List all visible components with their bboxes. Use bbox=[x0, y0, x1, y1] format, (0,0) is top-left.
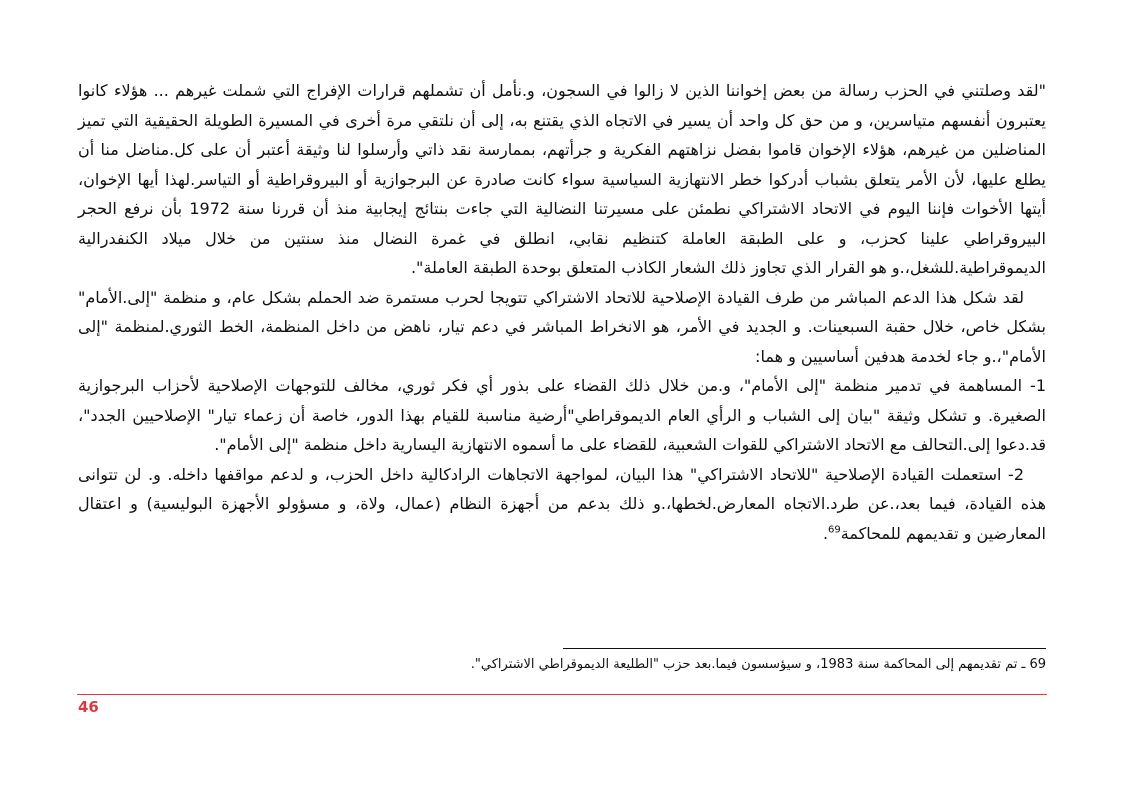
paragraph-goal-2: 2- استعملت القيادة الإصلاحية "للاتحاد الاشتراكي" هذا البيان، لمواجهة الاتجاهات الرادكالية داخل الحزب، و لدعم مواقفها داخله. و. لن تتوانى هذه القيادة، فيما بعد،.عن طرد.الاتجاه المعارض.لخطها،.و ذلك بدعم من أجهزة النظام (عمال، ولاة، و مسؤولو الأجهزة البوليسية) و اعتقال المعارضين و تقديمهم للمحاكمة$^{69}$. bbox=[78, 464, 1046, 543]
paragraph-support: لقد شكل هذا الدعم المباشر من طرف القيادة الإصلاحية للاتحاد الاشتراكي تتويجا لحرب مستمرة ضد الحملم بشكل عام، و منظمة "إلى.الأمام" بشكل خاص، خلال حقبة السبعينات. و الجديد في الأمر، هو الانخراط المباشر في دعم تيار، ناهض من داخل المنظمة، الخط الثوري.لمنظمة "إلى الأمام"،.و جاء لخدمة هدفين أساسيين و هما: bbox=[78, 287, 1046, 366]
body-text bbox=[78, 76, 1046, 548]
page-footer-rule bbox=[77, 694, 1047, 695]
paragraph-goal-2-text: 2- استعملت القيادة الإصلاحية "للاتحاد الاشتراكي" هذا البيان، لمواجهة الاتجاهات الرادكالية داخل الحزب، و لدعم مواقفها داخله. و. لن تتوانى هذه القيادة، فيما بعد،.عن طرد.الاتجاه المعارض.لخطها،.و ذلك بدعم من أجهزة النظام (عمال، ولاة، و مسؤولو الأجهزة البوليسية) و اعتقال المعارضين و تقديمهم للمحاكمة bbox=[78, 464, 1046, 543]
footnote-separator bbox=[563, 648, 1046, 649]
page-number: 46 bbox=[78, 698, 99, 716]
footnote-reference[interactable]: 69 bbox=[828, 524, 841, 536]
paragraph-quote: "لقد وصلتني في الحزب رسالة من بعض إخواننا الذين لا زالوا في السجون، و.نأمل أن تشملهم قرارات الإفراج التي شملت غيرهم ... هؤلاء كانوا يعتبرون أنفسهم متياسرين، و من حق كل واحد أن يسير في الاتجاه الذي يقتنع به، إلى أن نلتقي مرة أخرى في المسيرة الطويلة الحقيقية التي تميز المناضلين من غيرهم، هؤلاء الإخوان قاموا بفضل نزاهتهم الفكرية و جرأتهم، بممارسة نقد ذاتي وأرسلوا لنا وثيقة أعتبر أن على كل.مناضل منا أن يطلع عليها، لأن الأمر يتعلق بشباب أدركوا خطر الانتهازية السياسية سواء كانت صادرة عن البرجوازية أو البيروقراطية أو التياسر.لهذا أيها الإخوان، أيتها الأخوات فإننا اليوم في الاتحاد الاشتراكي نطمئن على مسيرتنا النضالية التي جاءت بنتائج إيجابية منذ أن قررنا سنة 1972 بأن نرفع الحجر البيروقراطي علينا كحزب، و على الطبقة العاملة كتنظيم نقابي، انطلق في غمرة النضال منذ سنتين من خلال ميلاد الكنفدرالية الديموقراطية.للشغل،.و هو القرار الذي تجاوز ذلك الشعار الكاذب المتعلق بوحدة الطبقة العاملة". bbox=[78, 81, 1046, 277]
footnote: 69 ـ تم تقديمهم إلى المحاكمة سنة 1983، و سيؤسسون فيما.بعد حزب "الطليعة الديموقراطي الاشتراكي". bbox=[470, 657, 1046, 672]
paragraph-goal-1: 1- المساهمة في تدمير منظمة "إلى الأمام"، و.من خلال ذلك القضاء على بذور أي فكر ثوري، مخالف للتوجهات الإصلاحية لأحزاب البرجوازية الصغيرة. و تشكل وثيقة "بيان إلى الشباب و الرأي العام الديموقراطي"أرضية مناسبة للقيام بهذا الدور، خاصة أن زعماء تيار" الإصلاحيين الجدد"، قد.دعوا إلى.التحالف مع الاتحاد الاشتراكي للقوات الشعبية، للقضاء على ما أسموه الانتهازية اليسارية داخل منظمة "إلى الأمام". bbox=[78, 376, 1046, 454]
